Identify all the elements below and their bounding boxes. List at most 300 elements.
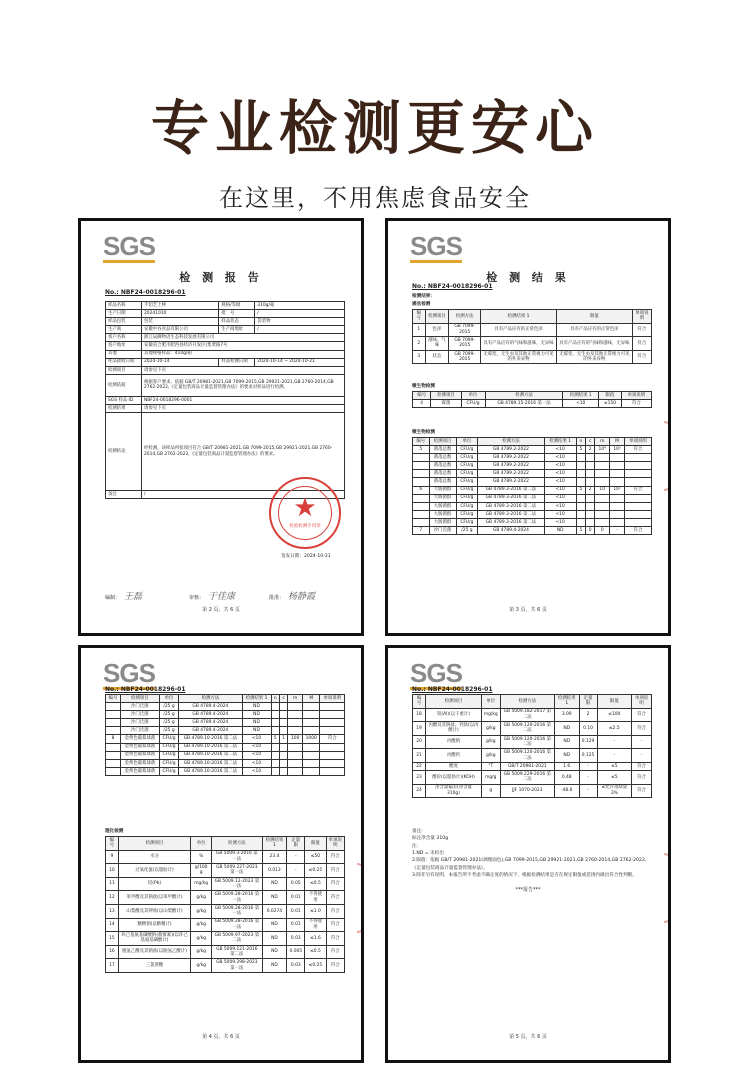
table-cell: GB/T 20981-2021 <box>500 762 554 770</box>
table-cell <box>279 751 287 759</box>
signer-reviewer: 审核： 于佳康 <box>189 592 236 602</box>
table-header <box>413 392 652 400</box>
field-value: 袋装物 <box>255 318 345 326</box>
table-cell: <10 <box>242 751 271 759</box>
table-cell: 2 <box>586 446 595 454</box>
table-cell: CFU/g <box>456 446 478 454</box>
field-label: 批 号 <box>219 310 255 318</box>
sgs-logo: SGS <box>410 658 462 688</box>
signer-compiler: 编制： 王磊 <box>105 592 143 602</box>
table-cell: GB 5009.28-2016 第一法 <box>212 918 262 932</box>
table-cell: 5 <box>576 527 585 535</box>
star-icon: ★ <box>293 493 317 523</box>
table-cell: 符合 <box>632 350 651 364</box>
table-cell: GB 4789.2-2022 <box>478 446 544 454</box>
table-cell <box>279 703 287 711</box>
table-cell: <10 <box>544 470 576 478</box>
table-cell: GB 5009.298-2023 第一法 <box>212 959 262 973</box>
table-cell <box>595 510 610 518</box>
table-cell: JJF 1070-2023 <box>500 784 554 798</box>
table-cell: ND <box>262 877 287 891</box>
table-cell <box>413 462 430 470</box>
table-cell: 符合 <box>632 323 651 337</box>
table-cell: ND <box>262 945 287 959</box>
table-cell: ≤5 <box>597 762 631 770</box>
table-row <box>413 486 652 494</box>
table-cell: <10 <box>563 400 599 408</box>
table-cell: 大肠菌群 <box>429 510 456 518</box>
field-value: 安徽省合肥市肥西县经济开发区(集贤路7号 <box>142 342 345 350</box>
table-cell <box>595 494 610 502</box>
table-cell: <10 <box>544 494 576 502</box>
table-cell: 10⁴ <box>595 446 610 454</box>
column-header: 编号 <box>413 438 430 446</box>
table-cell: 符合 <box>624 446 651 454</box>
signer-approver: 批准： 杨静霞 <box>269 592 316 602</box>
table-cell: - <box>579 762 597 770</box>
table-cell: GB 5009.12-2023 第一法 <box>212 877 262 891</box>
table-cell <box>586 454 595 462</box>
table-cell <box>271 719 279 727</box>
page-footer: 第 4 页，共 6 页 <box>202 1034 240 1040</box>
column-header: 单位 <box>481 695 500 709</box>
table-cell: 符合 <box>632 708 652 722</box>
section-label: 感官检测 <box>412 302 431 307</box>
column-header: 单项说明 <box>624 438 651 446</box>
column-header: 编号 <box>106 837 119 851</box>
table-cell <box>610 462 625 470</box>
table-cell: 符合 <box>326 932 344 946</box>
table-cell <box>576 478 585 486</box>
table-cell <box>320 719 345 727</box>
field-label: SGS 样品 ID <box>106 396 142 404</box>
table-cell: CFU/g <box>461 400 485 408</box>
table-cell: 符合 <box>621 400 651 408</box>
table-cell: g/kg <box>481 749 500 763</box>
table-cell <box>288 751 303 759</box>
table-cell: 菌落总数 <box>429 470 456 478</box>
table-row <box>413 510 652 518</box>
table-row <box>106 374 345 396</box>
field-value: / <box>255 326 345 334</box>
table-cell: ND <box>262 918 287 932</box>
table-cell: 具有产品应有的气味和滋味，无异味 <box>556 337 632 351</box>
table-cell <box>106 743 121 751</box>
table-cell: <10 <box>242 767 271 775</box>
table-cell: ND <box>554 735 579 749</box>
table-cell: CFU/g <box>456 510 478 518</box>
table-cell <box>320 759 345 767</box>
table-row <box>413 454 652 462</box>
table-cell: ND <box>554 722 579 736</box>
table-cell: 霉菌 <box>431 400 461 408</box>
column-header: 单位 <box>461 392 485 400</box>
table-cell: 菌落总数 <box>429 454 456 462</box>
table-cell <box>320 751 345 759</box>
table-cell <box>624 462 651 470</box>
table-cell: <10 <box>544 510 576 518</box>
table-cell: ND <box>242 703 271 711</box>
table-cell: GB 5009.120-2016 第二法 <box>500 735 554 749</box>
stamp-text: 检验检测专用章 <box>289 524 321 529</box>
table-cell: ND <box>544 527 576 535</box>
table-cell <box>106 751 121 759</box>
seal-edge <box>357 863 364 933</box>
table-row <box>413 400 652 408</box>
table-row <box>413 446 652 454</box>
column-header: 检测项目 <box>425 310 449 324</box>
column-header: 限值 <box>556 310 632 324</box>
table-row <box>106 358 345 366</box>
table-cell: 菌落总数 <box>429 478 456 486</box>
table-cell: 环己基氨基磺酸钠(甜蜜素)(以环己基氨基磺酸计) <box>118 932 190 946</box>
table-header <box>413 438 652 446</box>
table-cell <box>624 478 651 486</box>
table-cell: 苯甲酸及其钠盐(以苯甲酸计) <box>118 891 190 905</box>
table-cell: 0.0274 <box>262 904 287 918</box>
page-title: 检 测 结 果 <box>486 271 570 284</box>
note-line: 1.ND = 未检出 <box>412 851 444 857</box>
table-cell: GB 5009.3-2016 第一法 <box>212 850 262 864</box>
seal-edge <box>664 853 671 923</box>
table-row <box>413 762 652 770</box>
table-cell: -48.6 <box>554 784 579 798</box>
table-cell: 1 <box>279 735 287 743</box>
table-cell: - <box>610 527 625 535</box>
table-cell <box>279 711 287 719</box>
table-row <box>106 891 345 905</box>
table-cell <box>610 454 625 462</box>
table-cell <box>586 470 595 478</box>
table-cell: ≤0.5 <box>305 877 326 891</box>
table-cell: 金黄色葡萄球菌 <box>120 751 159 759</box>
table-cell: 24 <box>413 784 426 798</box>
table-cell: <10 <box>544 502 576 510</box>
table-cell: 2 <box>413 337 426 351</box>
table-cell: ND <box>262 891 287 905</box>
table-cell: GB 4789.4-2024 <box>179 719 242 727</box>
table-cell: ≤100 <box>597 708 631 722</box>
field-value: 请参见下页 <box>142 404 345 412</box>
table-cell: CFU/g <box>456 486 478 494</box>
table-row <box>413 337 652 351</box>
table-cell: 17 <box>106 959 119 973</box>
table-cell: 无霉变、无生虫及其他正常视力可见的外来异物 <box>481 350 557 364</box>
column-header: m <box>288 695 303 703</box>
table-cell: 大肠菌群 <box>429 518 456 526</box>
table-cell: 符合 <box>326 918 344 932</box>
column-header: 检测项目 <box>429 438 456 446</box>
table-cell: 1 <box>413 323 426 337</box>
table-cell: CFU/g <box>456 518 478 526</box>
table-cell: 符合 <box>326 959 344 973</box>
sensory-table <box>412 309 652 364</box>
table-cell: GB 4789.4-2024 <box>179 711 242 719</box>
field-value: 安徽中谷食品有限公司 <box>142 326 219 334</box>
column-header: 检测结果 1 <box>262 837 287 851</box>
table-cell: ND <box>554 749 579 763</box>
table-cell <box>288 759 303 767</box>
table-cell: GB 4789.10-2016 第二法 <box>179 751 242 759</box>
table-cell: 三氯蔗糖 <box>118 959 190 973</box>
table-cell: 21 <box>413 749 426 763</box>
table-cell: 符合 <box>632 784 652 798</box>
table-cell <box>586 462 595 470</box>
table-cell: 20 <box>413 735 426 749</box>
table-cell: GB 4789.3-2016 第二法 <box>478 518 544 526</box>
table-cell: 0.03 <box>287 959 305 973</box>
table-cell: GB 4789.2-2022 <box>478 462 544 470</box>
table-cell: 金黄色葡萄球菌 <box>120 743 159 751</box>
table-cell: 符合 <box>326 864 344 878</box>
table-cell <box>320 703 345 711</box>
field-value: 20241010 <box>142 310 219 318</box>
table-cell: 符合 <box>326 877 344 891</box>
table-cell: g/kg <box>191 918 212 932</box>
table-cell: GB 4789.10-2016 第二法 <box>179 767 242 775</box>
field-value: 请参见下页 <box>142 366 345 374</box>
field-label: 检测结果 <box>106 404 142 412</box>
column-header: 检测结果 1 <box>481 310 557 324</box>
table-cell: °T <box>481 762 500 770</box>
table-row <box>106 767 345 775</box>
table-row <box>106 350 345 358</box>
stamp-date: 签发日期：2024-10-21 <box>281 554 331 559</box>
sgs-logo: SGS <box>103 231 155 261</box>
table-row <box>413 478 652 486</box>
table-cell: 山梨酸及其钾盐(以山梨酸计) <box>118 904 190 918</box>
table-cell: g/kg <box>191 932 212 946</box>
table-cell <box>288 767 303 775</box>
table-cell <box>413 470 430 478</box>
table-cell: ≤1.0 <box>305 904 326 918</box>
table-cell: GB 4789.2-2022 <box>478 470 544 478</box>
micro-table <box>105 694 345 776</box>
table-cell: 不得使用 <box>305 918 326 932</box>
column-header: 检测方法 <box>485 392 563 400</box>
table-cell: 0.01 <box>287 904 305 918</box>
table-cell: 0.05 <box>287 877 305 891</box>
report-number: No.: NBF24-0018296-01 <box>105 289 186 296</box>
table-cell: g/kg <box>481 722 500 736</box>
table-cell <box>413 502 430 510</box>
table-cell: ND <box>242 711 271 719</box>
table-row <box>413 518 652 526</box>
table-row <box>106 945 345 959</box>
column-header: 定量限 <box>287 837 305 851</box>
table-cell: <10 <box>242 743 271 751</box>
table-cell: /25 g <box>159 727 179 735</box>
table-row <box>106 366 345 374</box>
report-notes <box>412 828 652 879</box>
chem-table <box>105 836 345 973</box>
table-cell <box>288 711 303 719</box>
table-cell: g/kg <box>191 945 212 959</box>
table-cell <box>610 518 625 526</box>
field-label: 生产商 <box>106 326 142 334</box>
table-cell <box>586 510 595 518</box>
report-number: No.: NBF24-0018296-01 <box>412 686 493 693</box>
table-cell <box>320 727 345 735</box>
note-line: 备注: <box>412 829 423 834</box>
table-cell: /25 g <box>159 719 179 727</box>
table-cell: 符合 <box>326 904 344 918</box>
table-cell <box>413 478 430 486</box>
field-label: 客户名称 <box>106 334 142 342</box>
table-cell: GB 5009.120-2016 第二法 <box>500 749 554 763</box>
table-cell <box>586 502 595 510</box>
table-cell: 8 <box>106 735 121 743</box>
table-cell <box>271 711 279 719</box>
table-cell <box>279 719 287 727</box>
table-cell <box>302 719 320 727</box>
table-cell <box>106 727 121 735</box>
table-cell: GB 5009.28-2016 第一法 <box>212 891 262 905</box>
table-cell <box>271 759 279 767</box>
table-cell: 符合 <box>632 722 652 736</box>
table-cell: GB 7099-2015 <box>449 350 481 364</box>
report-page-results <box>385 218 671 636</box>
column-header: 限值 <box>597 695 631 709</box>
field-value: 310g/箱 <box>255 302 345 310</box>
table-cell: 沙门氏菌 <box>120 727 159 735</box>
table-cell: - <box>579 771 597 785</box>
inspection-stamp <box>269 477 341 549</box>
table-cell <box>279 727 287 735</box>
field-value: 包装 <box>142 318 219 326</box>
table-row <box>413 527 652 535</box>
table-row <box>106 703 345 711</box>
table-cell <box>610 470 625 478</box>
table-row <box>106 302 345 310</box>
table-cell: 菌落总数 <box>429 462 456 470</box>
column-header: 编号 <box>413 392 431 400</box>
table-cell: 10 <box>106 864 119 878</box>
table-cell: - <box>287 864 305 878</box>
table-cell: GB 4789.15-2016 第一法 <box>485 400 563 408</box>
column-header: 检测结果 1 <box>563 392 599 400</box>
table-row <box>106 864 345 878</box>
table-cell: mg/kg <box>481 708 500 722</box>
column-header: 单项说明 <box>632 310 651 324</box>
table-row <box>106 735 345 743</box>
table-cell: 5 <box>576 446 585 454</box>
table-cell: 11 <box>106 877 119 891</box>
field-value: 其他规格样品：410g/箱 <box>142 350 345 358</box>
field-value: / <box>142 491 345 499</box>
table-cell: 水分 <box>118 850 190 864</box>
field-label: 检测结论 <box>106 413 142 491</box>
table-cell: ≤0.5 <box>305 945 326 959</box>
table-cell: CFU/g <box>159 735 179 743</box>
field-label: 检测项目 <box>106 366 142 374</box>
column-header: 定量限 <box>579 695 597 709</box>
table-cell: <10 <box>544 454 576 462</box>
table-cell: 铝(Al)(以干重计) <box>426 708 482 722</box>
table-cell: 无霉变、无生虫及其他正常视力可见的外来异物 <box>556 350 632 364</box>
table-cell: 金黄色葡萄球菌 <box>120 735 159 743</box>
field-value: 2024-10-14 ~ 2024-10-21 <box>255 358 345 366</box>
table-cell: 金黄色葡萄球菌 <box>120 759 159 767</box>
table-cell <box>610 502 625 510</box>
table-cell: 0.129 <box>579 735 597 749</box>
table-header <box>413 310 652 324</box>
seal-edge <box>664 421 671 491</box>
field-value: NBF24-0018296-0001 <box>142 396 345 404</box>
table-row <box>413 749 652 763</box>
table-cell <box>595 518 610 526</box>
column-header: 单位 <box>159 695 179 703</box>
table-cell: ≤0.25 <box>305 864 326 878</box>
table-cell: 23.4 <box>262 850 287 864</box>
column-header: M <box>610 438 625 446</box>
table-cell <box>302 759 320 767</box>
field-value: / <box>255 310 345 318</box>
table-row <box>106 719 345 727</box>
table-cell: g/kg <box>191 891 212 905</box>
report-number: No.: NBF24-0018296-01 <box>105 686 186 693</box>
table-cell <box>271 743 279 751</box>
table-cell <box>106 703 121 711</box>
table-cell <box>413 518 430 526</box>
section-label: 微生物检测 <box>412 384 435 389</box>
headline-subtitle: 在这里，不用焦虑食品安全 <box>219 184 531 212</box>
table-cell: GB 4789.2-2022 <box>478 478 544 486</box>
table-row <box>413 494 652 502</box>
table-row <box>106 759 345 767</box>
table-cell: 19 <box>413 722 426 736</box>
table-cell <box>106 759 121 767</box>
table-cell: ≤允许短缺量 3% <box>597 784 631 798</box>
field-value: 经检测，该样品所检项目符合 GB/T 20981-2021,GB 7099-2015,GB 29921-2021,GB 2760-2014,GB 2762-2022,《定量包装商品计量监督管理办法》的要求。 <box>142 413 345 491</box>
column-header: 检测结果 1 <box>544 438 576 446</box>
table-cell <box>624 502 651 510</box>
table-cell: 过氧化值(以脂肪计) <box>118 864 190 878</box>
table-cell: /25 g <box>159 703 179 711</box>
column-header: 检测结果 1 <box>554 695 579 709</box>
table-cell <box>279 743 287 751</box>
table-cell <box>271 767 279 775</box>
table-cell <box>288 727 303 735</box>
table-cell: 15 <box>106 932 119 946</box>
page-title: 检 测 报 告 <box>179 271 263 284</box>
field-label: 客户地址 <box>106 342 142 350</box>
table-cell: GB 5009.227-2023 第一法 <box>212 864 262 878</box>
table-row <box>106 342 345 350</box>
field-value: 浙江辰御物语生态科技发展有限公司 <box>142 334 345 342</box>
column-header: m <box>595 438 610 446</box>
table-header <box>106 837 345 851</box>
table-cell: 符合 <box>624 527 651 535</box>
column-header: 编号 <box>413 310 426 324</box>
table-cell: 沙门氏菌 <box>120 703 159 711</box>
column-header: 限值 <box>305 837 326 851</box>
column-header: 编号 <box>106 695 121 703</box>
table-cell: <10 <box>242 759 271 767</box>
column-header: n <box>576 438 585 446</box>
table-cell <box>576 518 585 526</box>
table-cell: 10 <box>595 486 610 494</box>
table-cell: GB 5009.229-2016 第二法 <box>500 771 554 785</box>
table-cell: 符合 <box>632 337 651 351</box>
table-header <box>413 695 652 709</box>
report-page-cover <box>78 218 364 636</box>
table-cell: GB 7099-2015 <box>449 337 481 351</box>
table-cell: 0.48 <box>554 771 579 785</box>
table-cell <box>586 478 595 486</box>
report-number: No.: NBF24-0018296-01 <box>412 283 493 290</box>
table-cell: 4 <box>413 400 431 408</box>
